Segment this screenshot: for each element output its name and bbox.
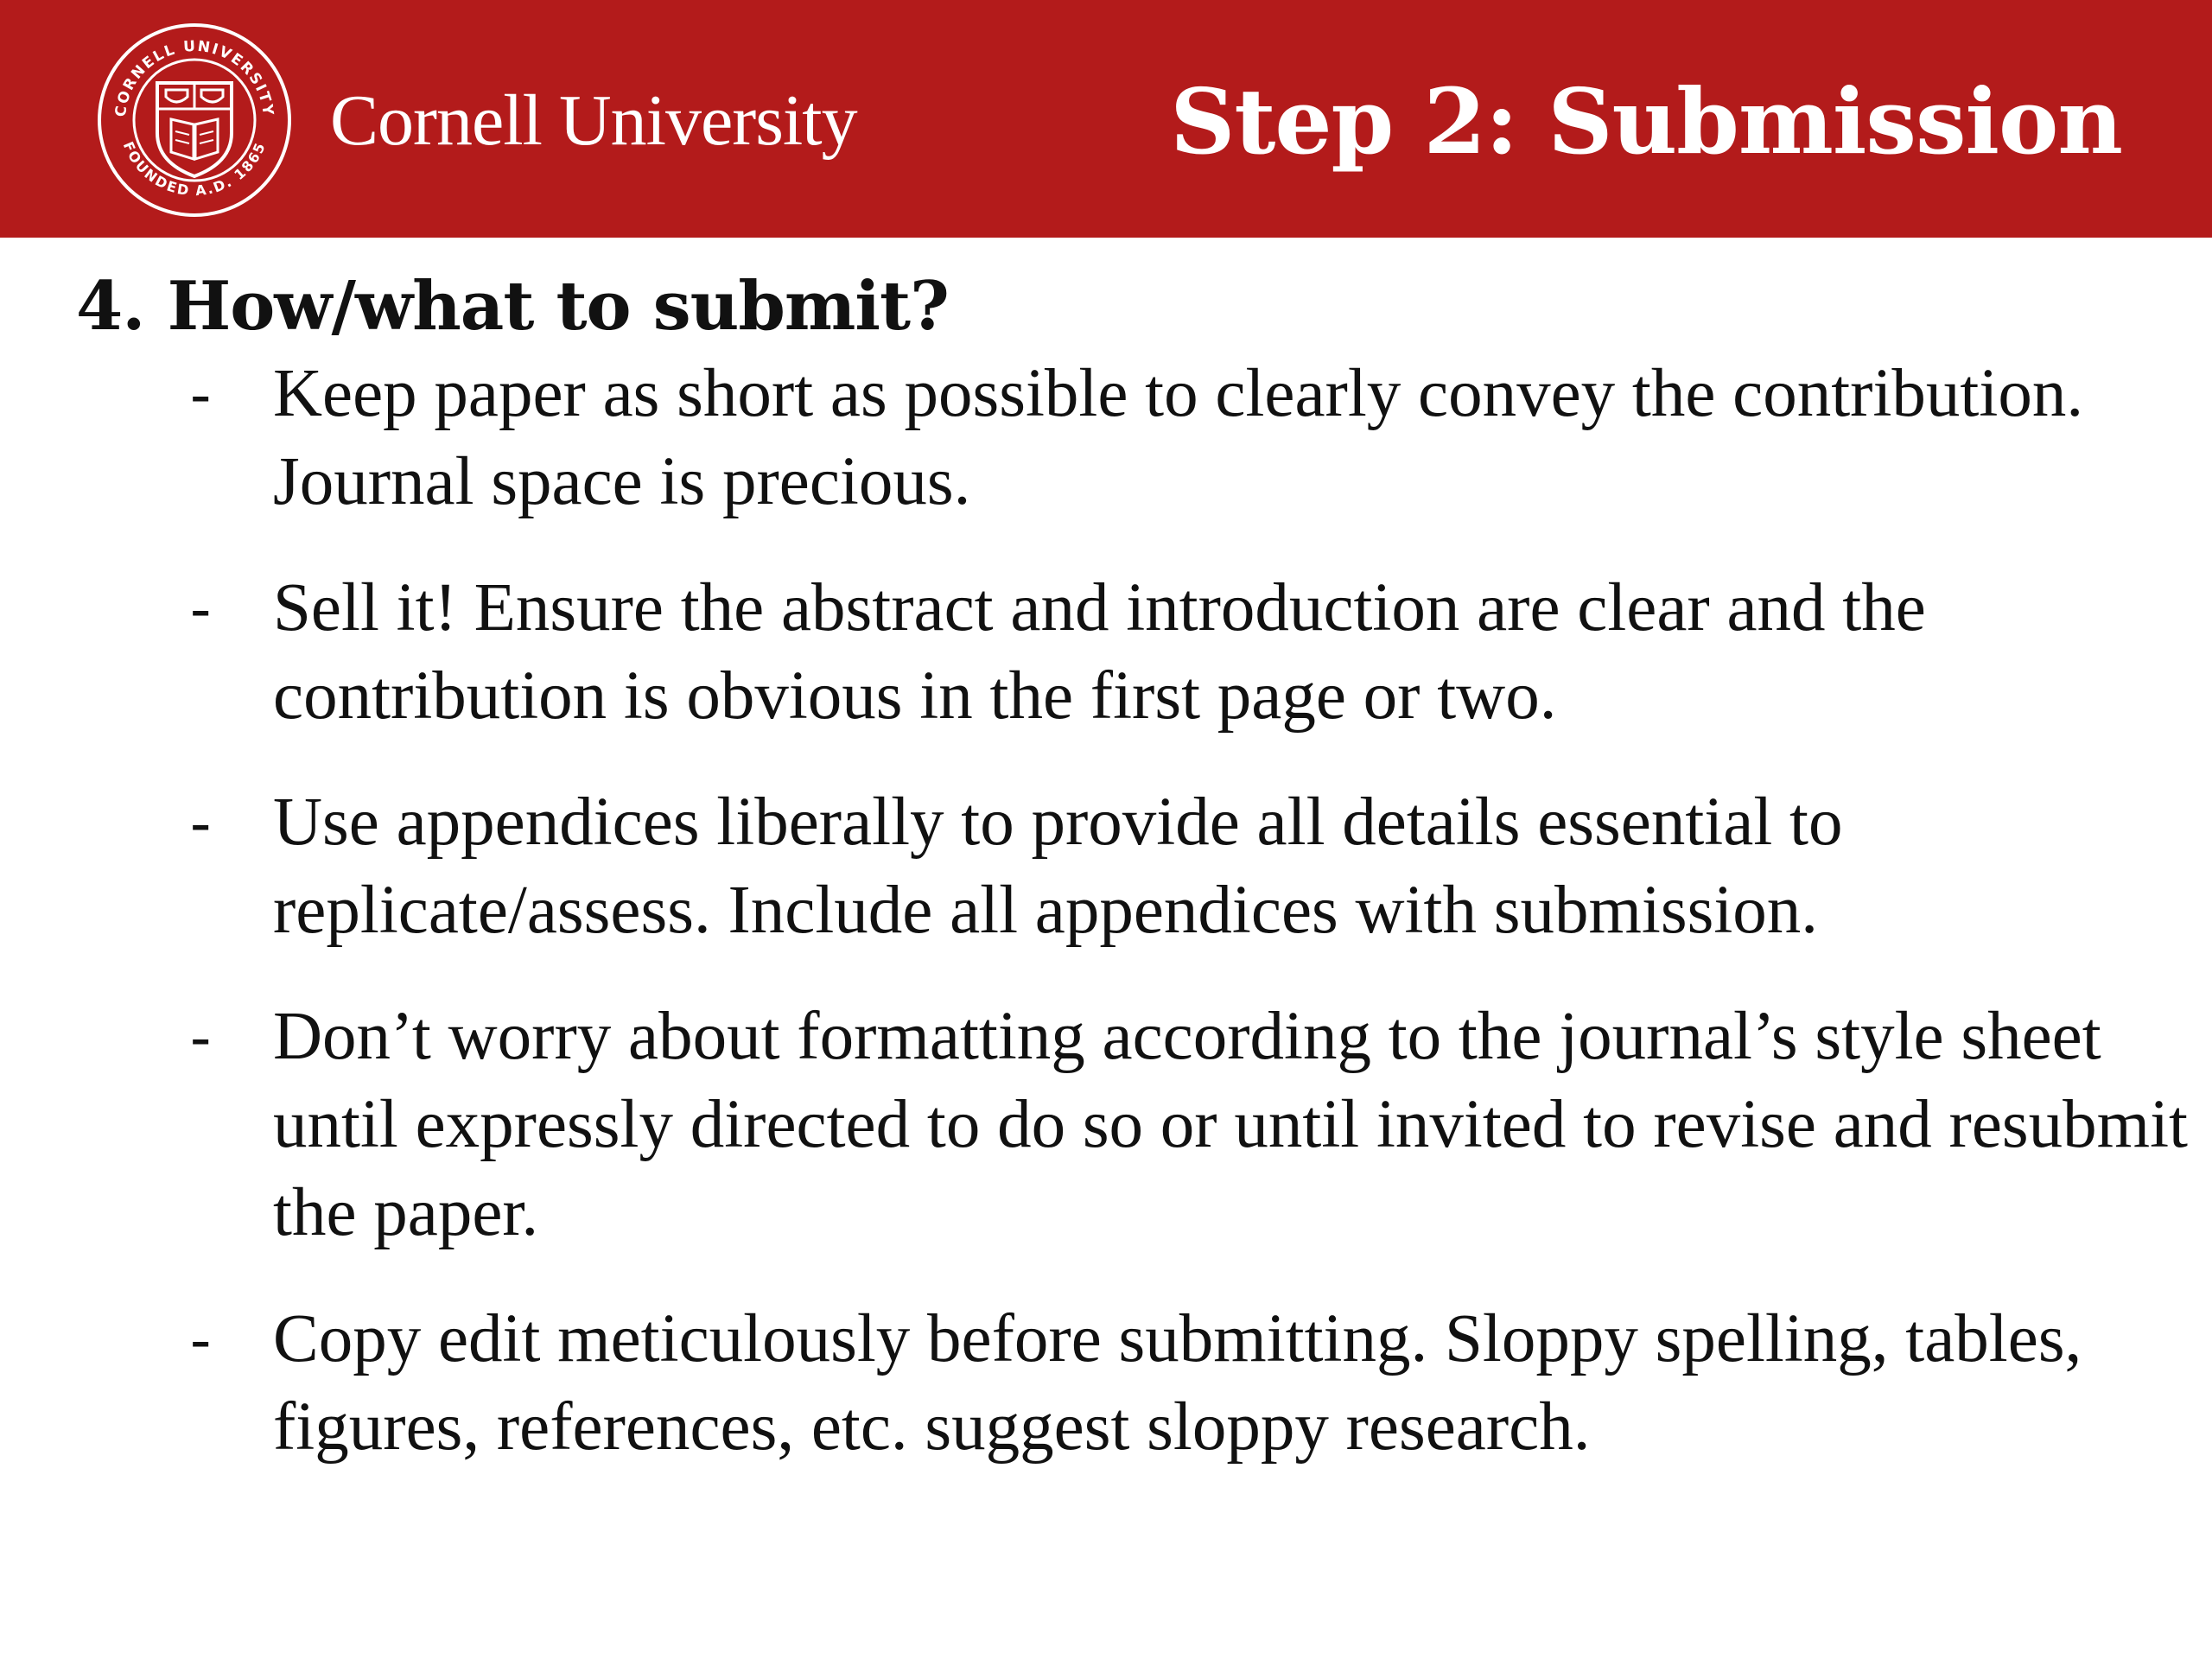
- bullet-text: Keep paper as short as possible to clearly convey the contribution. Journal space is precious.: [273, 356, 2084, 519]
- bullet-item: [76, 350, 2184, 526]
- bullet-dash: -: [190, 572, 212, 645]
- bullet-item: [76, 564, 2184, 741]
- cornell-seal-icon: [97, 22, 292, 218]
- svg-text:CORNELL UNIVERSITY: CORNELL UNIVERSITY: [111, 37, 277, 118]
- svg-text:FOUNDED A.D. 1865: FOUNDED A.D. 1865: [119, 139, 270, 200]
- bullet-text: Don’t worry about formatting according to the journal’s style sheet until expressly directed to do so or until invited to revise and resubmit the paper.: [273, 999, 2188, 1250]
- bullet-item: [76, 993, 2188, 1257]
- university-name: Cornell University: [330, 80, 857, 161]
- header-banner: [0, 0, 2212, 238]
- bullet-item: [76, 1295, 2184, 1471]
- bullet-dash: -: [190, 358, 212, 430]
- slide-title: Step 2: Submission: [1170, 68, 2122, 175]
- bullet-dash: -: [190, 1303, 212, 1376]
- bullet-text: Use appendices liberally to provide all details essential to replicate/assess. Include all appendices with submission.: [273, 785, 1843, 948]
- bullet-text: Copy edit meticulously before submitting. Sloppy spelling, tables, figures, references, etc. suggest sloppy research.: [273, 1301, 2082, 1465]
- bullet-list: [76, 350, 2188, 1471]
- section-heading: 4. How/what to submit?: [76, 267, 949, 346]
- bullet-item: [76, 779, 2184, 955]
- bullet-dash: -: [190, 786, 212, 859]
- slide-content: [76, 264, 2188, 1510]
- bullet-dash: -: [190, 1001, 212, 1073]
- bullet-text: Sell it! Ensure the abstract and introduction are clear and the contribution is obvious in the first page or two.: [273, 570, 1926, 734]
